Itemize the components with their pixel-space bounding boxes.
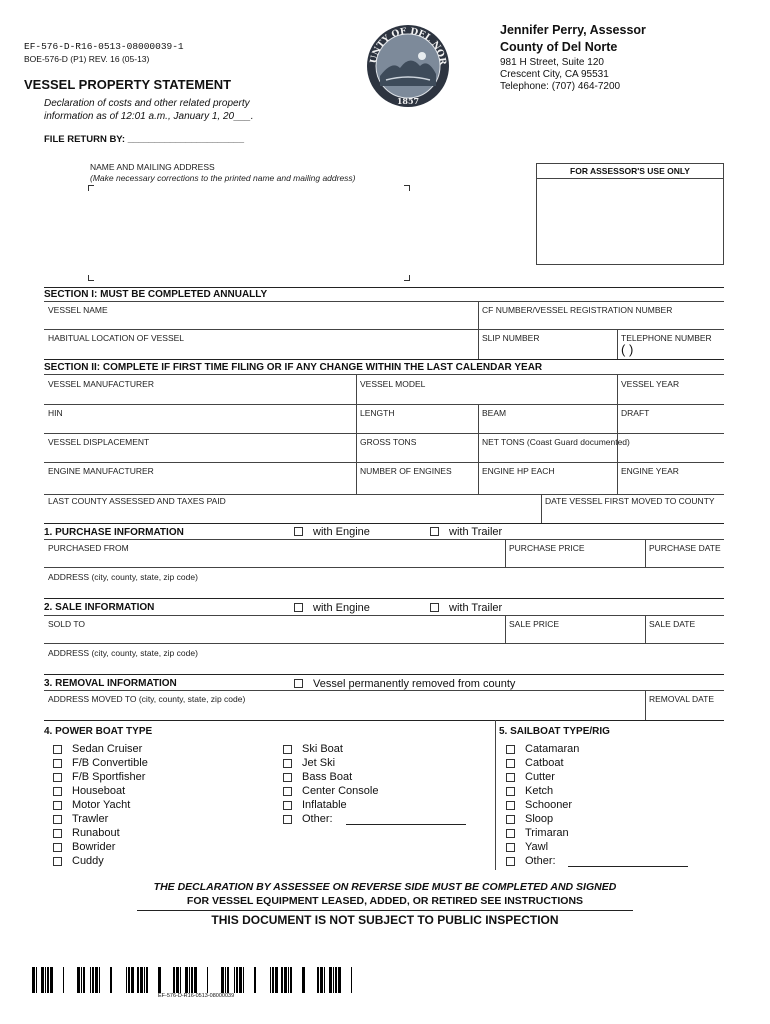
hin-label: HIN (48, 408, 63, 418)
power-boat-option-checkbox[interactable] (283, 801, 292, 810)
sale-address-label: ADDRESS (city, county, state, zip code) (48, 648, 198, 658)
power-boat-option-checkbox[interactable] (283, 815, 292, 824)
sale-engine-checkbox[interactable] (294, 603, 303, 612)
barcode-caption: EF-576-D-R16-0513-08000039 (158, 993, 235, 999)
removal-checkbox[interactable] (294, 679, 303, 688)
sailboat-option-checkbox[interactable] (506, 801, 515, 810)
sailboat-option-checkbox[interactable] (506, 759, 515, 768)
removal-address-label: ADDRESS MOVED TO (city, county, state, zip code) (48, 694, 246, 704)
power-boat-option-checkbox[interactable] (283, 745, 292, 754)
sale-date-label: SALE DATE (649, 619, 696, 629)
sale-trailer-checkbox[interactable] (430, 603, 439, 612)
power-boat-option-label: Ski Boat (302, 743, 343, 755)
sailboat-title: 5. SAILBOAT TYPE/RIG (499, 726, 610, 737)
power-boat-option-checkbox[interactable] (53, 745, 62, 754)
sale-price-label: SALE PRICE (509, 619, 560, 629)
sail-other-line[interactable] (568, 866, 688, 867)
subtitle-line1: Declaration of costs and other related property (44, 98, 250, 109)
barcode (32, 967, 358, 993)
vessel-name-field[interactable] (44, 316, 478, 329)
seal-year: 1857 (396, 96, 420, 106)
power-boat-option-label: Inflatable (302, 799, 347, 811)
power-boat-option-label: Other: (302, 813, 333, 825)
purchase-date-label: PURCHASE DATE (649, 543, 721, 553)
power-boat-option-label: Center Console (302, 785, 379, 797)
power-boat-title: 4. POWER BOAT TYPE (44, 726, 153, 737)
length-label: LENGTH (360, 408, 395, 418)
net-tons-label: NET TONS (Coast Guard documented) (482, 437, 630, 447)
assessor-use-box (536, 163, 724, 265)
power-boat-option-checkbox[interactable] (53, 787, 62, 796)
removal-label: Vessel permanently removed from county (313, 678, 516, 690)
purchase-engine-label: with Engine (313, 526, 370, 538)
power-boat-option-checkbox[interactable] (53, 801, 62, 810)
sailboat-option-checkbox[interactable] (506, 745, 515, 754)
subtitle-line2: information as of 12:01 a.m., January 1, 20___. (44, 111, 254, 122)
public-inspection-notice: THIS DOCUMENT IS NOT SUBJECT TO PUBLIC INSPECTION (211, 913, 559, 927)
power-boat-option-label: Runabout (72, 827, 120, 839)
displacement-label: VESSEL DISPLACEMENT (48, 437, 150, 447)
purchased-from-label: PURCHASED FROM (48, 543, 129, 553)
removal-date-label: REMOVAL DATE (649, 694, 715, 704)
power-boat-option-label: Bass Boat (302, 771, 353, 783)
seal-text: UNTY OF DEL NOR (368, 26, 448, 66)
county-name: County of Del Norte (500, 40, 618, 54)
form-code: EF-576-D-R16-0513-08000039-1 (24, 41, 184, 52)
telephone-parens[interactable]: ( ) (621, 342, 634, 357)
removal-title: 3. REMOVAL INFORMATION (44, 678, 177, 689)
sailboat-option-label: Catboat (525, 757, 564, 769)
power-boat-option-label: F/B Sportfisher (72, 771, 146, 783)
telephone-label: TELEPHONE NUMBER (621, 333, 712, 343)
sailboat-option-checkbox[interactable] (506, 815, 515, 824)
number-engines-label: NUMBER OF ENGINES (360, 466, 452, 476)
power-boat-option-label: Bowrider (72, 841, 116, 853)
sailboat-option-label: Catamaran (525, 743, 580, 755)
mailing-address-note: (Make necessary corrections to the printed name and mailing address) (90, 173, 356, 183)
instructions-notice: FOR VESSEL EQUIPMENT LEASED, ADDED, OR RETIRED SEE INSTRUCTIONS (186, 895, 584, 907)
sailboat-option-label: Yawl (525, 841, 549, 853)
declaration-notice: THE DECLARATION BY ASSESSEE ON REVERSE SIDE MUST BE COMPLETED AND SIGNED (153, 881, 617, 893)
purchase-title: 1. PURCHASE INFORMATION (44, 527, 184, 538)
sailboat-option-label: Other: (525, 855, 556, 867)
mailing-address-area[interactable] (88, 185, 410, 281)
purchase-trailer-label: with Trailer (449, 526, 503, 538)
sailboat-option-label: Trimaran (525, 827, 569, 839)
power-boat-option-label: F/B Convertible (72, 757, 148, 769)
mailing-address-label: NAME AND MAILING ADDRESS (90, 162, 215, 172)
power-boat-option-label: Sedan Cruiser (72, 743, 143, 755)
power-boat-option-checkbox[interactable] (53, 773, 62, 782)
power-boat-option-label: Motor Yacht (72, 799, 131, 811)
sailboat-option-checkbox[interactable] (506, 787, 515, 796)
sailboat-option-label: Cutter (525, 771, 555, 783)
sailboat-option-checkbox[interactable] (506, 843, 515, 852)
sailboat-option-label: Schooner (525, 799, 573, 811)
sailboat-option-checkbox[interactable] (506, 857, 515, 866)
power-other-line[interactable] (346, 824, 466, 825)
section1-title: SECTION I: MUST BE COMPLETED ANNUALLY (44, 289, 268, 300)
beam-label: BEAM (482, 408, 507, 418)
habitual-location-label: HABITUAL LOCATION OF VESSEL (48, 333, 185, 343)
power-boat-option-checkbox[interactable] (283, 787, 292, 796)
assessor-city: Crescent City, CA 95531 (500, 69, 609, 80)
last-county-label: LAST COUNTY ASSESSED AND TAXES PAID (48, 496, 226, 506)
date-moved-label: DATE VESSEL FIRST MOVED TO COUNTY (545, 496, 715, 506)
sold-to-label: SOLD TO (48, 619, 86, 629)
sailboat-option-checkbox[interactable] (506, 829, 515, 838)
power-boat-option-checkbox[interactable] (53, 843, 62, 852)
draft-label: DRAFT (621, 408, 650, 418)
assessor-phone: Telephone: (707) 464-7200 (500, 81, 621, 92)
vessel-model-label: VESSEL MODEL (360, 379, 426, 389)
sailboat-option-label: Sloop (525, 813, 554, 825)
power-boat-option-checkbox[interactable] (283, 773, 292, 782)
power-boat-option-checkbox[interactable] (53, 759, 62, 768)
purchase-trailer-checkbox[interactable] (430, 527, 439, 536)
power-boat-option-checkbox[interactable] (283, 759, 292, 768)
power-boat-option-checkbox[interactable] (53, 815, 62, 824)
engine-hp-label: ENGINE HP EACH (482, 466, 555, 476)
cf-number-field[interactable] (480, 316, 724, 329)
county-seal (366, 24, 450, 108)
sailboat-option-label: Ketch (525, 785, 554, 797)
purchase-price-label: PURCHASE PRICE (509, 543, 585, 553)
power-boat-option-label: Cuddy (72, 855, 104, 867)
assessor-name: Jennifer Perry, Assessor (500, 23, 646, 37)
purchase-address-label: ADDRESS (city, county, state, zip code) (48, 572, 198, 582)
vessel-name-label: VESSEL NAME (48, 305, 108, 315)
power-boat-option-label: Trawler (72, 813, 109, 825)
assessor-use-label: FOR ASSESSOR'S USE ONLY (537, 164, 723, 179)
slip-number-label: SLIP NUMBER (482, 333, 540, 343)
form-revision: BOE-576-D (P1) REV. 16 (05-13) (24, 54, 150, 64)
section2-title: SECTION II: COMPLETE IF FIRST TIME FILING OR IF ANY CHANGE WITHIN THE LAST CALENDAR YEAR (44, 362, 543, 373)
purchase-engine-checkbox[interactable] (294, 527, 303, 536)
engine-manufacturer-label: ENGINE MANUFACTURER (48, 466, 154, 476)
power-boat-option-label: Houseboat (72, 785, 126, 797)
sale-title: 2. SALE INFORMATION (44, 602, 155, 613)
sale-engine-label: with Engine (313, 602, 370, 614)
cf-number-label: CF NUMBER/VESSEL REGISTRATION NUMBER (482, 305, 673, 315)
sale-trailer-label: with Trailer (449, 602, 503, 614)
engine-year-label: ENGINE YEAR (621, 466, 679, 476)
vessel-year-label: VESSEL YEAR (621, 379, 680, 389)
power-boat-option-checkbox[interactable] (53, 857, 62, 866)
assessor-street: 981 H Street, Suite 120 (500, 57, 604, 68)
vessel-manufacturer-label: VESSEL MANUFACTURER (48, 379, 154, 389)
sailboat-option-checkbox[interactable] (506, 773, 515, 782)
file-return-by: FILE RETURN BY: ______________________ (44, 134, 244, 145)
page-title: VESSEL PROPERTY STATEMENT (24, 77, 232, 92)
gross-tons-label: GROSS TONS (360, 437, 417, 447)
power-boat-option-label: Jet Ski (302, 757, 336, 769)
power-boat-option-checkbox[interactable] (53, 829, 62, 838)
